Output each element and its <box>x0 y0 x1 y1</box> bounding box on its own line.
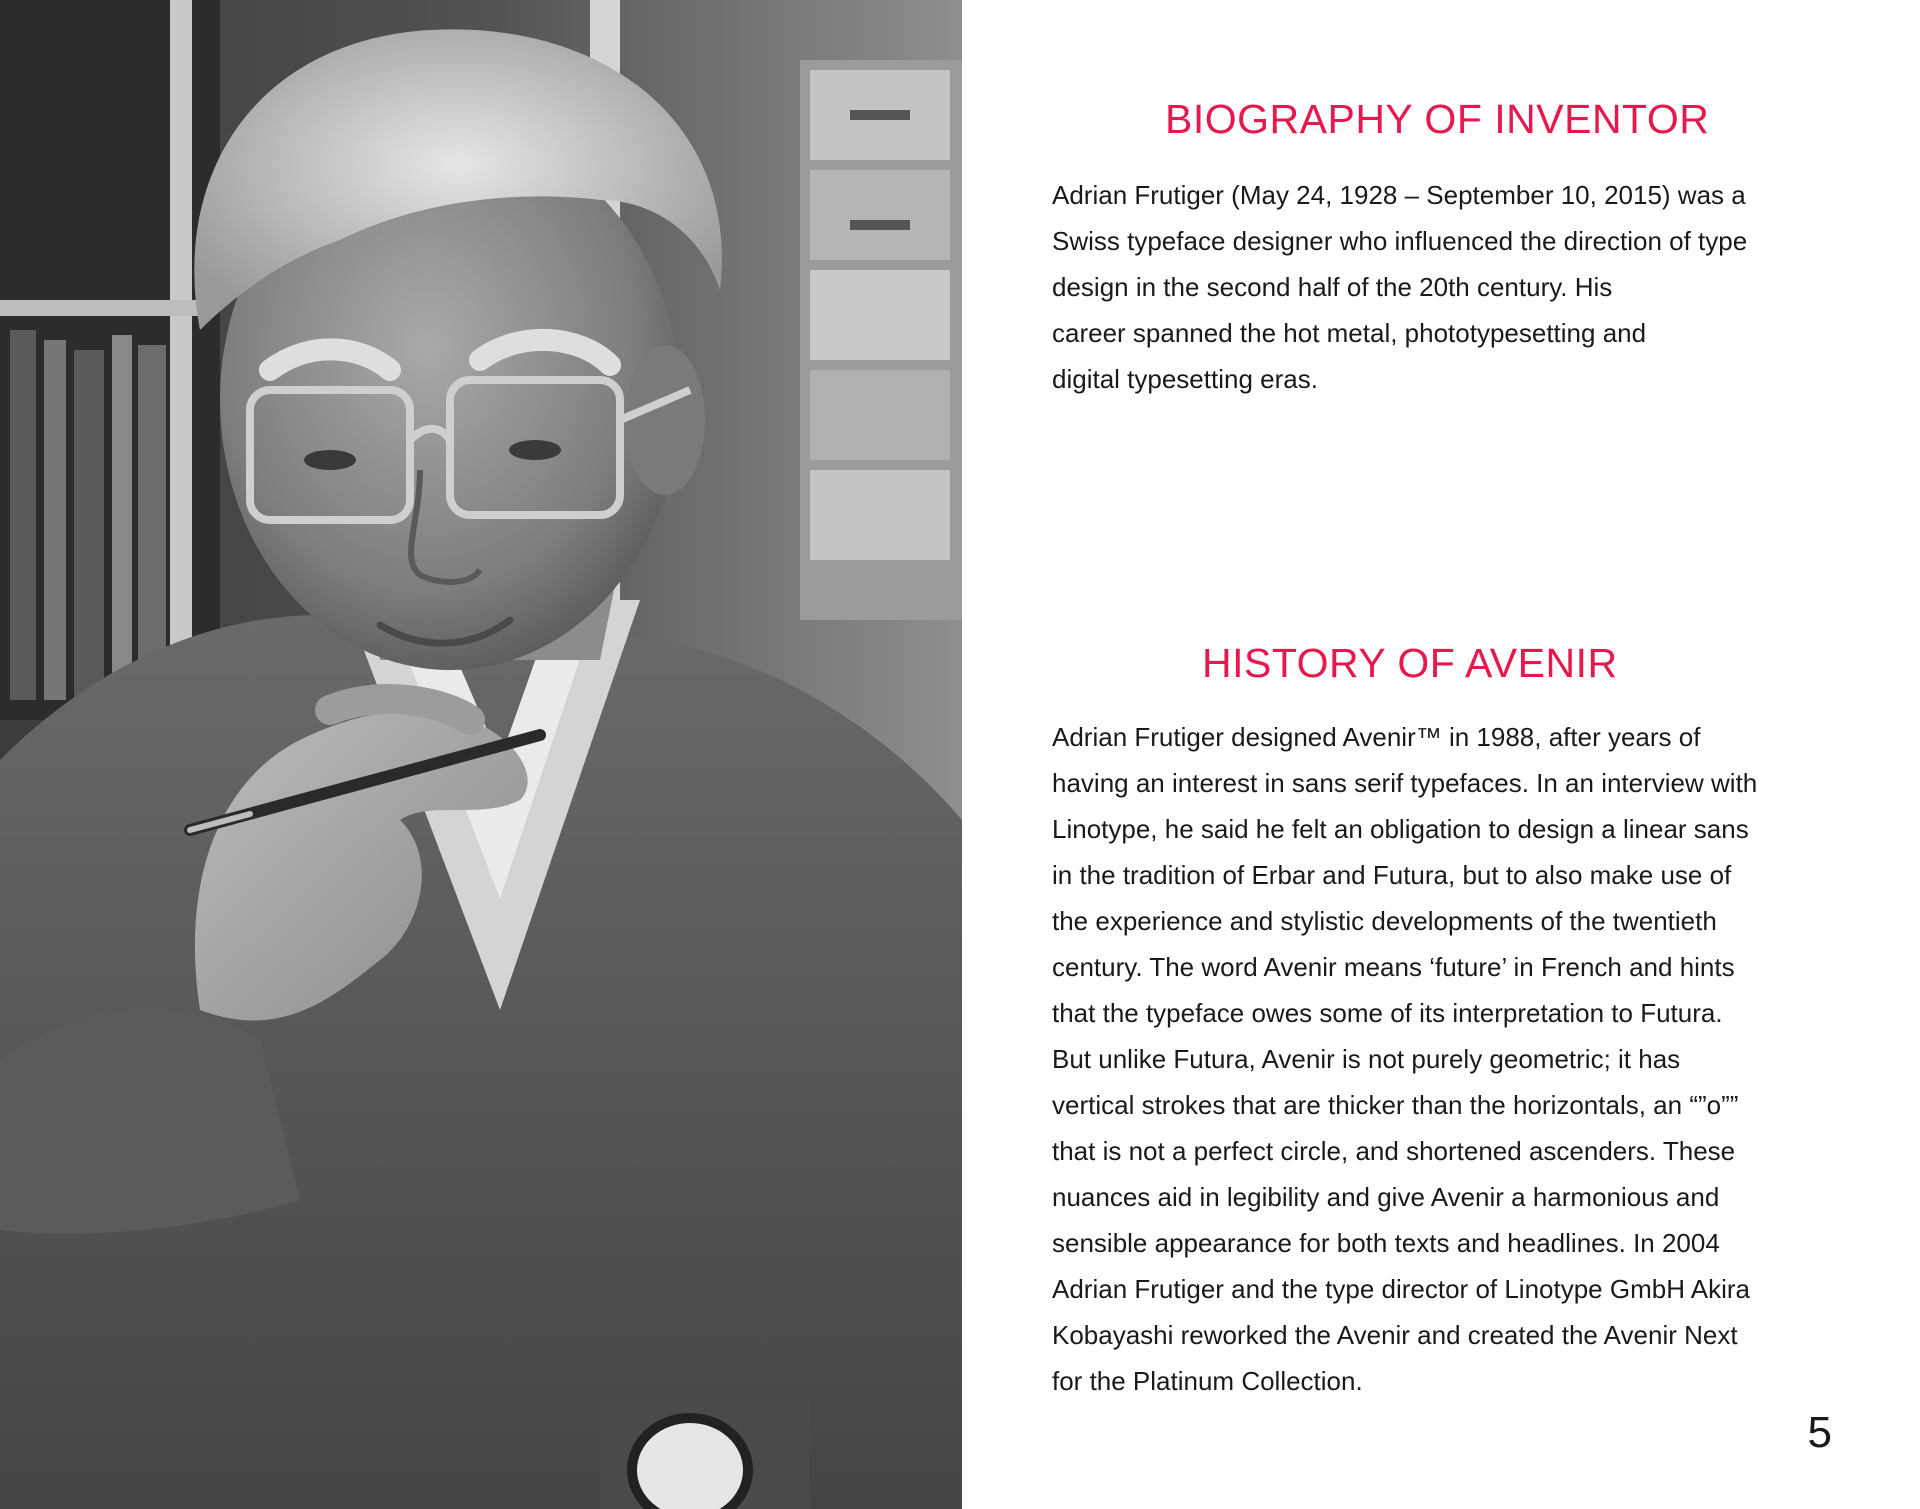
history-line: for the Platinum Collection. <box>1052 1366 1363 1396</box>
history-line: in the tradition of Erbar and Futura, but to also make use of <box>1052 860 1732 890</box>
history-line: vertical strokes that are thicker than the horizontals, an “”o”” <box>1052 1090 1739 1120</box>
biography-line: design in the second half of the 20th century. His <box>1052 272 1613 302</box>
history-heading: HISTORY OF AVENIR <box>1202 640 1618 686</box>
history-line: that the typeface owes some of its interpretation to Futura. <box>1052 998 1723 1028</box>
biography-paragraph <box>1052 172 1747 402</box>
history-line: having an interest in sans serif typefaces. In an interview with <box>1052 768 1758 798</box>
history-line: that is not a perfect circle, and shortened ascenders. These <box>1052 1136 1736 1166</box>
history-paragraph <box>1052 714 1757 1404</box>
history-line: Adrian Frutiger and the type director of Linotype GmbH Akira <box>1052 1274 1751 1304</box>
history-line: Linotype, he said he felt an obligation to design a linear sans <box>1052 814 1749 844</box>
biography-line: digital typesetting eras. <box>1052 364 1318 394</box>
text-page <box>962 0 1920 1509</box>
page-number: 5 <box>1807 1408 1832 1457</box>
biography-line: Swiss typeface designer who influenced the direction of type <box>1052 226 1748 256</box>
history-line: nuances aid in legibility and give Avenir a harmonious and <box>1052 1182 1720 1212</box>
history-line: Adrian Frutiger designed Avenir™ in 1988, after years of <box>1052 722 1701 752</box>
biography-line: career spanned the hot metal, phototypesetting and <box>1052 318 1647 348</box>
biography-heading: BIOGRAPHY OF INVENTOR <box>1165 96 1710 142</box>
watch-icon <box>632 1418 748 1509</box>
history-line: But unlike Futura, Avenir is not purely geometric; it has <box>1052 1044 1681 1074</box>
sleeve <box>0 1008 300 1234</box>
history-line: century. The word Avenir means ‘future’ in French and hints <box>1052 952 1735 982</box>
history-line: the experience and stylistic developments of the twentieth <box>1052 906 1717 936</box>
history-line: sensible appearance for both texts and headlines. In 2004 <box>1052 1228 1720 1258</box>
history-line: Kobayashi reworked the Avenir and created the Avenir Next <box>1052 1320 1738 1350</box>
biography-line: Adrian Frutiger (May 24, 1928 – September 10, 2015) was a <box>1052 180 1746 210</box>
